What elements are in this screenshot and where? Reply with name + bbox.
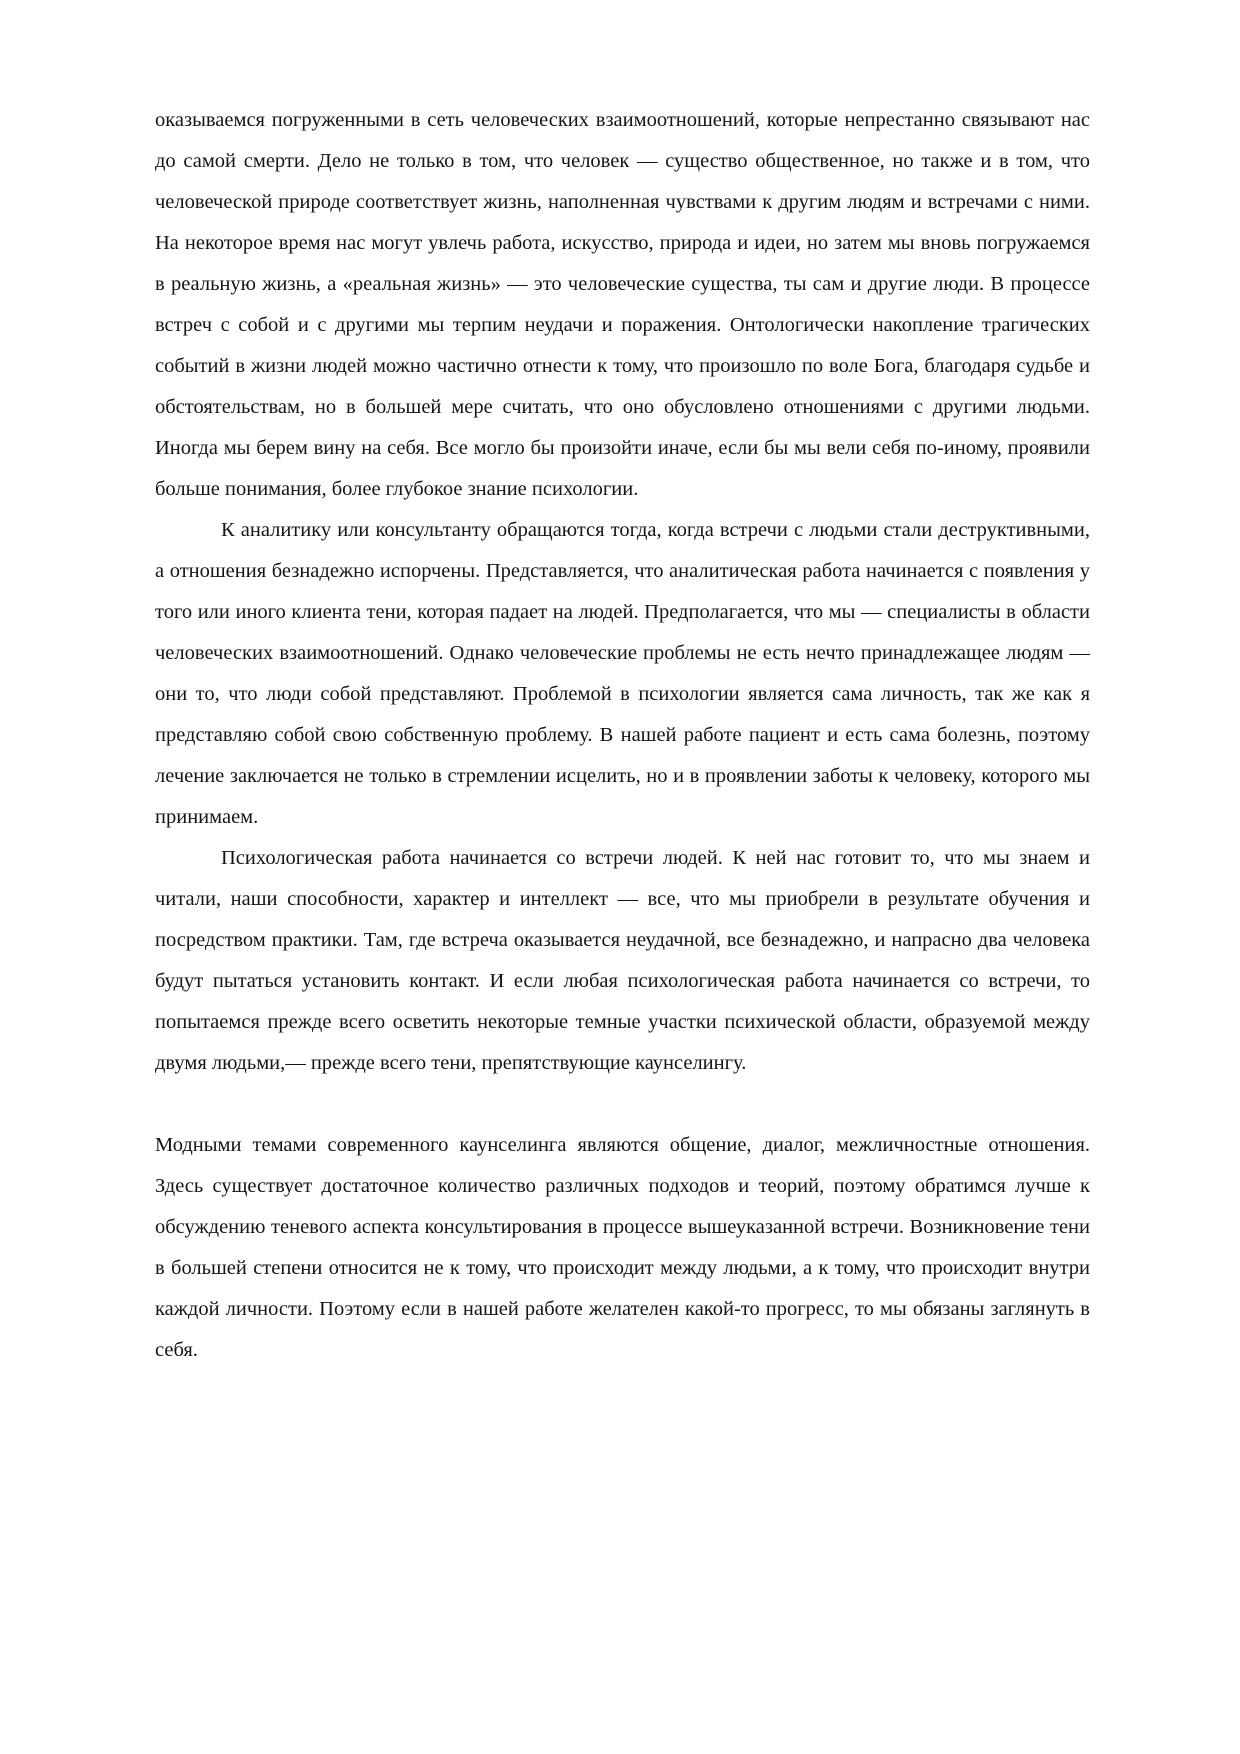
page-body — [155, 100, 1090, 1371]
paragraph: Психологическая работа начинается со встречи людей. К ней нас готовит то, что мы знаем и читали, наши способности, характер и интеллект — все, что мы приобрели в результате обучения и посредством практики. Там, где встреча оказывается неудачной, все безнадежно, и напрасно два человека будут пытаться установить контакт. И если любая психологическая работа начинается со встречи, то попытаемся прежде всего осветить некоторые темные участки психической области, образуемой между двумя людьми,— прежде всего тени, препятствующие каунселингу. — [155, 847, 1090, 1074]
paragraph: оказываемся погруженными в сеть человеческих взаимоотношений, которые непрестанно связывают нас до самой смерти. Дело не только в том, что человек — существо общественное, но также и в том, что человеческой природе соответствует жизнь, наполненная чувствами к другим людям и встречами с ними. На некоторое время нас могут увлечь работа, искусство, природа и идеи, но затем мы вновь погружаемся в реальную жизнь, а «реальная жизнь» — это человеческие существа, ты сам и другие люди. В процессе встреч с собой и с другими мы терпим неудачи и поражения. Онтологически накопление трагических событий в жизни людей можно частично отнести к тому, что произошло по воле Бога, благодаря судьбе и обстоятельствам, но в большей мере считать, что оно обусловлено отношениями с другими людьми. Иногда мы берем вину на себя. Все могло бы произойти иначе, если бы мы вели себя по-иному, проявили больше понимания, более глубокое знание психологии. — [155, 109, 1090, 500]
paragraph: Модными темами современного каунселинга являются общение, диалог, межличностные отношения. Здесь существует достаточное количество различных подходов и теорий, поэтому обратимся лучше к обсуждению теневого аспекта консультирования в процессе вышеуказанной встречи. Возникновение тени в большей степени относится не к тому, что происходит между людьми, а к тому, что происходит внутри каждой личности. Поэтому если в нашей работе желателен какой-то прогресс, то мы обязаны заглянуть в себя. — [155, 1134, 1090, 1361]
paragraph: К аналитику или консультанту обращаются тогда, когда встречи с людьми стали деструктивными, а отношения безнадежно испорчены. Представляется, что аналитическая работа начинается с появления у того или иного клиента тени, которая падает на людей. Предполагается, что мы — специалисты в области человеческих взаимоотношений. Однако человеческие проблемы не есть нечто принадлежащее людям — они то, что люди собой представляют. Проблемой в психологии является сама личность, так же как я представляю собой свою собственную проблему. В нашей работе пациент и есть сама болезнь, поэтому лечение заключается не только в стремлении исцелить, но и в проявлении заботы к человеку, которого мы принимаем. — [155, 519, 1090, 828]
